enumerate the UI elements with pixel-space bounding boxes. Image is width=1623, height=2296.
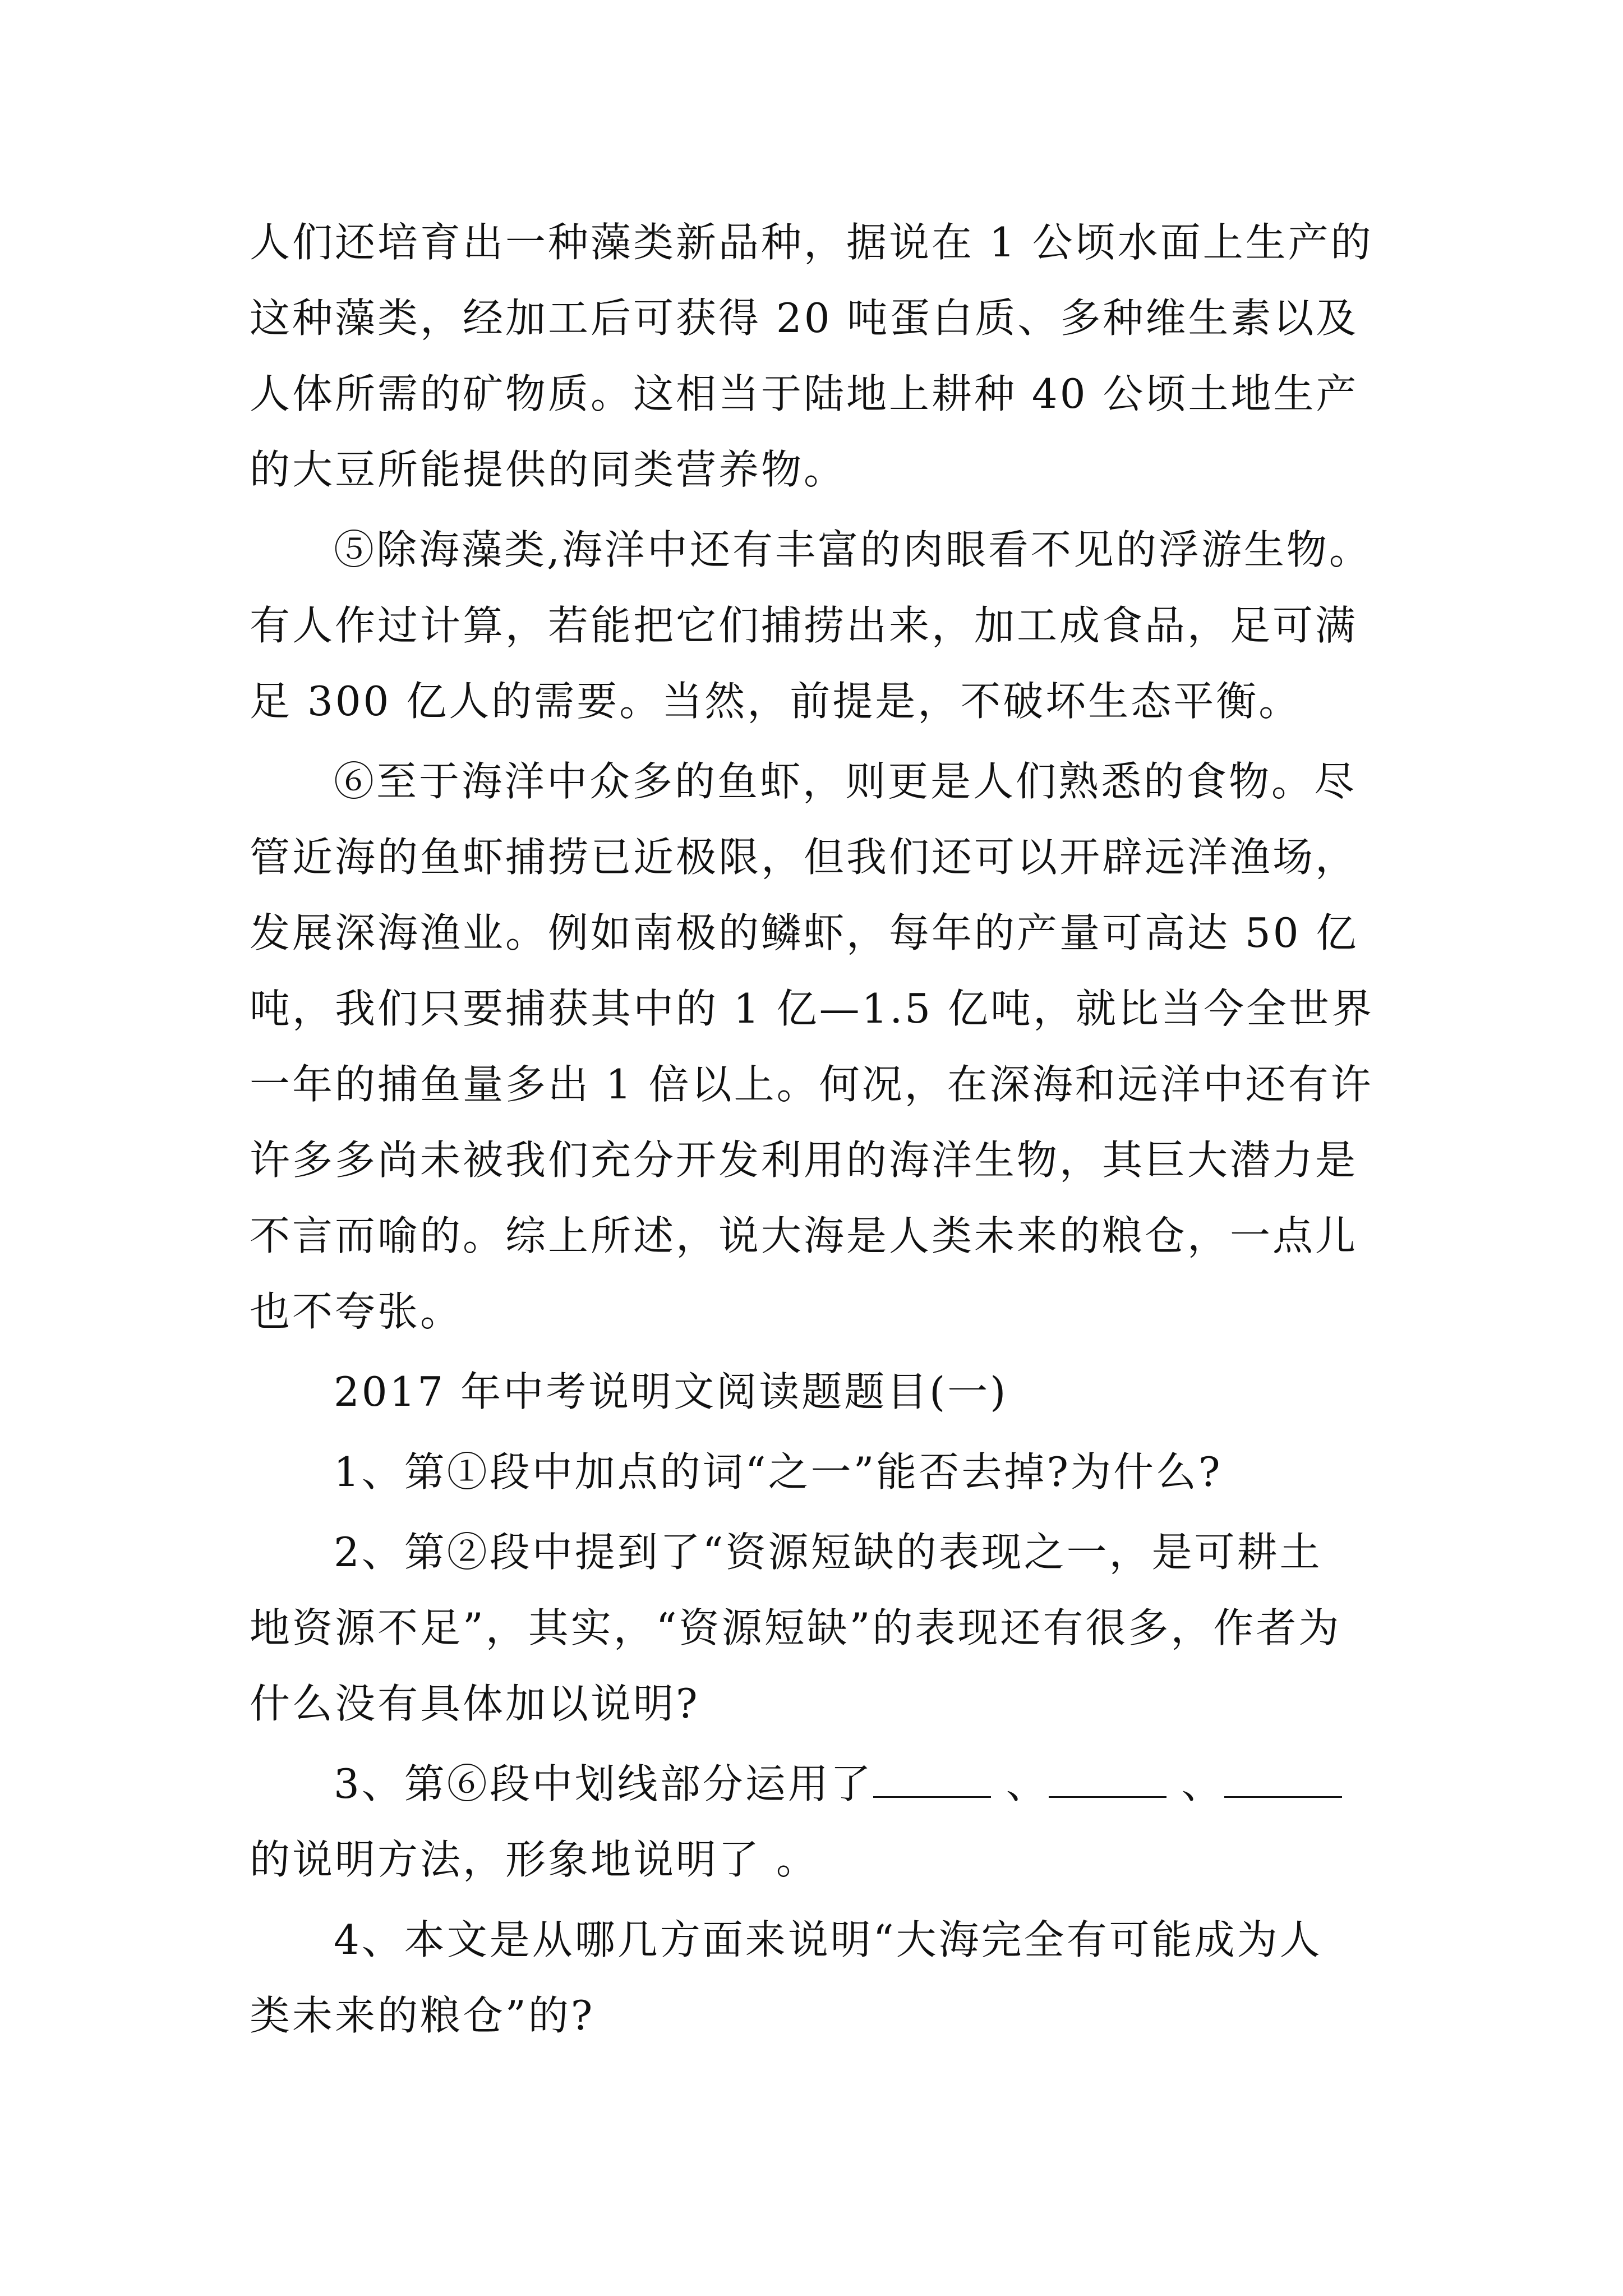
answer-blank-1[interactable] [873,1763,991,1798]
text-line: 的大豆所能提供的同类营养物。 [250,446,847,493]
text-line: 的说明方法，形象地说明了 。 [250,1836,819,1883]
questions-title: 2017 年中考说明文阅读题题目(一) [334,1368,1008,1415]
text-line: 人体所需的矿物质。这相当于陆地上耕种 40 公顷土地生产 [250,370,1359,417]
question-3 [250,1746,1394,1898]
separator: 、 [1006,1760,1049,1807]
text-line: 足 300 亿人的需要。当然，前提是，不破坏生态平衡。 [250,678,1302,725]
document-body [250,205,1394,2054]
text-line: 吨，我们只要捕获其中的 1 亿—1.5 亿吨，就比当今全世界 [250,985,1374,1032]
answer-blank-2[interactable] [1049,1763,1166,1798]
paragraph-5 [250,512,1394,739]
text-line: ⑤除海藻类,海洋中还有丰富的肉眼看不见的浮游生物。 [334,526,1372,573]
text-line: 什么没有具体加以说明? [250,1680,700,1727]
text-line: 2、第②段中提到了“资源短缺的表现之一，是可耕土 [334,1529,1322,1576]
text-line: 4、本文是从哪几方面来说明“大海完全有可能成为人 [334,1916,1322,1963]
text-line: 有人作过计算，若能把它们捕捞出来，加工成食品，足可满 [250,602,1358,649]
text-line: 地资源不足”，其实，“资源短缺”的表现还有很多，作者为 [250,1604,1341,1651]
question-1: 1、第①段中加点的词“之一”能否去掉?为什么? [334,1448,1223,1496]
text-line: 也不夸张。 [250,1288,463,1335]
separator: 、 [1181,1760,1224,1807]
question-3-text: 3、第⑥段中划线部分运用了 [334,1760,873,1807]
question-4 [250,1902,1394,2054]
text-line: 发展深海渔业。例如南极的鳞虾，每年的产量可高达 50 亿 [250,909,1359,956]
paragraph-6 [250,744,1394,1350]
text-line: 类未来的粮仓”的? [250,1992,595,2039]
answer-blank-3[interactable] [1224,1763,1342,1798]
text-line: 管近海的鱼虾捕捞已近极限，但我们还可以开辟远洋渔场， [250,834,1358,881]
text-line: 许多多尚未被我们充分开发利用的海洋生物，其巨大潜力是 [250,1137,1358,1184]
text-line: 人们还培育出一种藻类新品种，据说在 1 公顷水面上生产的 [250,219,1373,266]
text-line: 不言而喻的。综上所述，说大海是人类未来的粮仓，一点儿 [250,1212,1358,1259]
text-line: ⑥至于海洋中众多的鱼虾，则更是人们熟悉的食物。尽 [334,758,1357,805]
text-line: 这种藻类，经加工后可获得 20 吨蛋白质、多种维生素以及 [250,295,1359,342]
paragraph-4-tail [250,205,1394,508]
text-line: 一年的捕鱼量多出 1 倍以上。何况，在深海和远洋中还有许 [250,1061,1373,1108]
text-line [250,1746,1394,1822]
question-2 [250,1515,1394,1742]
